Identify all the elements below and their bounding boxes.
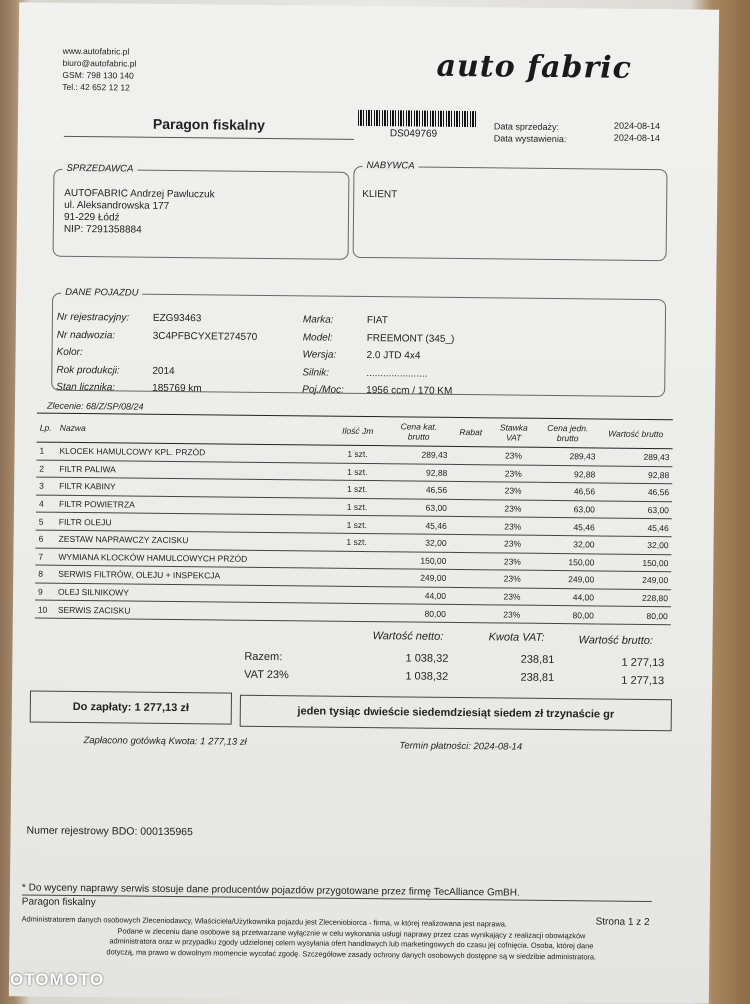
cell-vat: 23% — [490, 500, 536, 518]
cell-unit: 46,56 — [536, 482, 598, 500]
th-lp: Lp. — [37, 413, 57, 442]
vin-label: Nr nadwozia: — [57, 327, 153, 344]
cell-unit: 32,00 — [535, 535, 597, 553]
cell-unit: 63,00 — [536, 500, 598, 518]
cell-vat: 23% — [489, 605, 535, 623]
vin-value: 3C4PFBCYXET274570 — [153, 330, 258, 342]
cell-total: 249,00 — [597, 571, 671, 589]
paid-cash: Zapłacono gotówką Kwota: 1 277,13 zł — [83, 735, 246, 748]
cell-unit: 44,00 — [535, 588, 597, 606]
cell-price: 44,00 — [385, 586, 449, 604]
contact-line: GSM: 798 130 140 — [62, 69, 136, 82]
amount-words: jeden tysiąc dwieście siedemdziesiąt siedem zł trzynaście gr — [241, 696, 671, 731]
footer-doc-type: Paragon fiskalny — [22, 896, 96, 908]
contact-line: biuro@autofabric.pl — [63, 57, 137, 70]
cell-lp: 3 — [36, 477, 56, 495]
cell-qty: 1 szt. — [328, 480, 386, 498]
cell-lp: 6 — [36, 530, 56, 548]
th-price: Cena kat. brutto — [387, 417, 451, 447]
cell-lp: 8 — [35, 565, 55, 583]
contact-line: www.autofabric.pl — [63, 45, 137, 58]
mileage-label: Stan licznika: — [56, 380, 152, 397]
cell-name: FILTR PALIWA — [56, 460, 328, 480]
bdo-number: Numer rejestrowy BDO: 000135965 — [26, 824, 192, 838]
summary-total-gross: 1 277,13 — [578, 656, 664, 669]
cell-discount — [450, 446, 490, 464]
cell-lp: 5 — [36, 512, 56, 530]
vehicle-right — [302, 310, 643, 401]
cell-price: 80,00 — [385, 604, 449, 622]
th-name: Nazwa — [57, 413, 329, 445]
cell-discount — [449, 605, 489, 623]
vehicle-box — [51, 293, 666, 397]
contact-block — [62, 45, 136, 94]
cell-discount — [449, 534, 489, 552]
privacy-line: Administratorem danych osobowych Zleceniodawcy, Właściciela/Użytkownika pojazdu jest Zleceniobiorca - firma, w której realizowana jest naprawa. — [22, 914, 682, 931]
cell-discount — [450, 482, 490, 500]
to-pay: Do zapłaty: 1 277,13 zł — [31, 692, 231, 724]
year-label: Rok produkcji: — [56, 362, 152, 379]
cell-qty: 1 szt. — [327, 533, 385, 551]
privacy-line: administratora oraz w przypadku zgody udzielonej celem wysyłania ofert handlowych lub marketingowych do czasu jej cofnięcia. Osoba, której dane — [21, 935, 681, 952]
model-label: Model: — [303, 330, 367, 346]
cell-lp: 9 — [35, 583, 55, 601]
buyer-name: KLIENT — [362, 189, 397, 200]
th-vat: Stawka VAT — [491, 418, 537, 447]
cell-price: 63,00 — [386, 499, 450, 517]
summary-vat-rate-label: VAT 23% — [244, 669, 289, 681]
cell-name: KLOCEK HAMULCOWY KPL. PRZÓD — [56, 442, 328, 462]
cell-discount — [449, 587, 489, 605]
th-qty: Ilość Jm — [329, 416, 387, 446]
page-number: Strona 1 z 2 — [596, 916, 650, 928]
seller-line: AUTOFABRIC Andrzej Pawluczuk — [64, 188, 215, 202]
cell-name: SERWIS ZACISKU — [55, 601, 327, 621]
reg-value: EZG93463 — [153, 313, 201, 325]
cell-unit: 249,00 — [535, 570, 597, 588]
summary-net-label: Wartość netto: — [373, 630, 444, 643]
cell-total: 63,00 — [598, 501, 672, 519]
doc-title-box — [64, 110, 354, 140]
capacity-label: Poj./Moc: — [302, 382, 366, 398]
cell-discount — [449, 552, 489, 570]
cell-name: OLEJ SILNIKOWY — [55, 583, 327, 603]
summary-total-net: 1 038,32 — [362, 652, 448, 665]
make-label: Marka: — [303, 312, 367, 328]
cell-total: 150,00 — [597, 554, 671, 572]
cell-name: FILTR POWIETRZA — [56, 495, 328, 515]
cell-qty — [327, 603, 385, 621]
summary-total-vat: 238,81 — [474, 653, 554, 666]
tecalliance-note: * Do wyceny naprawy serwis stosuje dane producentów pojazdów przygotowane przez firmę TecAlliance GmBH. — [22, 882, 652, 902]
cell-total: 46,56 — [598, 483, 672, 501]
cell-vat: 23% — [489, 570, 535, 588]
issue-date: 2024-08-14 — [614, 133, 660, 143]
cell-vat: 23% — [490, 447, 536, 465]
cell-vat: 23% — [490, 464, 536, 482]
cell-discount — [450, 499, 490, 517]
th-discount: Rabat — [451, 417, 491, 446]
issue-date-label: Data wystawienia: — [494, 133, 567, 144]
cell-total: 45,46 — [598, 518, 672, 536]
items-table — [35, 413, 673, 626]
cell-price: 92,88 — [386, 463, 450, 481]
color-label: Kolor: — [56, 345, 152, 362]
cell-vat: 23% — [489, 552, 535, 570]
cell-price: 46,56 — [386, 481, 450, 499]
cell-total: 32,00 — [597, 536, 671, 554]
cell-lp: 4 — [36, 495, 56, 513]
cell-name: ZESTAW NAPRAWCZY ZACISKU — [56, 530, 328, 550]
seller-line: ul. Aleksandrowska 177 — [64, 200, 215, 214]
cell-unit: 80,00 — [535, 606, 597, 624]
cell-price: 150,00 — [385, 551, 449, 569]
summary-vat-label: Kwota VAT: — [489, 631, 545, 644]
receipt-paper — [9, 2, 719, 1003]
summary-total-label: Razem: — [244, 651, 282, 663]
summary-rate-net: 1 038,32 — [362, 670, 448, 683]
reg-label: Nr rejestracyjny: — [57, 310, 153, 327]
cell-qty: 1 szt. — [328, 515, 386, 533]
cell-unit: 289,43 — [536, 447, 598, 465]
capacity-value: 1956 ccm / 170 KM — [366, 385, 452, 397]
cell-name: FILTR OLEJU — [56, 513, 328, 533]
year-value: 2014 — [152, 365, 174, 376]
doc-number: DS049769 — [390, 128, 437, 139]
version-value: 2.0 JTD 4x4 — [366, 350, 420, 362]
contact-line: Tel.: 42 652 12 12 — [62, 81, 136, 94]
cell-qty — [327, 568, 385, 586]
otomoto-watermark: OTOMOTO — [10, 970, 104, 990]
summary-rate-vat: 238,81 — [474, 671, 554, 684]
cell-vat: 23% — [490, 482, 536, 500]
buyer-legend: NABYWCA — [362, 160, 418, 172]
cell-name: FILTR KABINY — [56, 477, 328, 497]
cell-unit: 92,88 — [536, 465, 598, 483]
barcode — [358, 110, 476, 127]
cell-unit: 150,00 — [535, 553, 597, 571]
seller-line: NIP: 7291358884 — [64, 224, 215, 238]
amount-words-box — [240, 695, 672, 732]
cell-qty: 1 szt. — [328, 445, 386, 463]
payment-due: Termin płatności: 2024-08-14 — [399, 740, 522, 752]
cell-vat: 23% — [489, 588, 535, 606]
summary-rate-gross: 1 277,13 — [578, 674, 664, 687]
th-unit: Cena jedn. brutto — [537, 418, 599, 448]
make-value: FIAT — [367, 315, 388, 326]
cell-total: 289,43 — [598, 448, 672, 466]
cell-qty: 1 szt. — [328, 498, 386, 516]
cell-lp: 7 — [35, 548, 55, 566]
cell-name: WYMIANA KLOCKÓW HAMULCOWYCH PRZÓD — [55, 548, 327, 568]
cell-lp: 1 — [36, 442, 56, 460]
engine-value: ...................... — [366, 368, 427, 380]
cell-price: 32,00 — [385, 534, 449, 552]
privacy-text — [21, 914, 681, 963]
cell-discount — [450, 464, 490, 482]
cell-total: 92,88 — [598, 466, 672, 484]
th-total: Wartość brutto — [599, 419, 673, 449]
cell-vat: 23% — [489, 535, 535, 553]
cell-qty: 1 szt. — [328, 463, 386, 481]
cell-qty — [327, 551, 385, 569]
company-logo: auto fabric — [436, 49, 632, 86]
order-number: Zlecenie: 68/Z/SP/08/24 — [47, 401, 144, 412]
cell-total: 228,80 — [597, 589, 671, 607]
cell-discount — [450, 517, 490, 535]
sale-date-label: Data sprzedaży: — [494, 121, 559, 132]
summary-gross-label: Wartość brutto: — [579, 634, 654, 647]
engine-label: Silnik: — [302, 365, 366, 381]
cell-lp: 10 — [35, 600, 55, 618]
privacy-line: Podane w zleceniu dane osobowe są przetwarzane wyłącznie w celu wykonania usługi naprawy przez czas wynikający z realizacji obowiązków — [21, 925, 681, 942]
cell-lp: 2 — [36, 460, 56, 478]
vehicle-legend: DANE POJAZDU — [61, 287, 142, 299]
to-pay-box — [30, 691, 232, 725]
sale-date: 2024-08-14 — [614, 121, 660, 131]
cell-qty — [327, 586, 385, 604]
cell-name: SERWIS FILTRÓW, OLEJU + INSPEKCJA — [55, 565, 327, 585]
cell-price: 45,46 — [386, 516, 450, 534]
version-label: Wersja: — [302, 347, 366, 363]
seller-box — [53, 169, 350, 260]
cell-discount — [449, 570, 489, 588]
cell-price: 289,43 — [386, 446, 450, 464]
cell-unit: 45,46 — [536, 518, 598, 536]
buyer-box — [353, 166, 668, 261]
cell-total: 80,00 — [597, 606, 671, 624]
privacy-line: dotyczą, ma prawo w dowolnym momencie wycofać zgodę. Szczegółowe zasady ochrony danych osobowych dostępne są w siedzibie administratora. — [21, 946, 681, 963]
mileage-value: 185769 km — [152, 383, 202, 395]
seller-line: 91-229 Łódź — [64, 212, 215, 226]
seller-legend: SPRZEDAWCA — [62, 163, 137, 175]
model-value: FREEMONT (345_) — [367, 333, 455, 345]
doc-title: Paragon fiskalny — [64, 110, 354, 139]
cell-price: 249,00 — [385, 569, 449, 587]
cell-vat: 23% — [490, 517, 536, 535]
seller-details — [64, 188, 215, 238]
